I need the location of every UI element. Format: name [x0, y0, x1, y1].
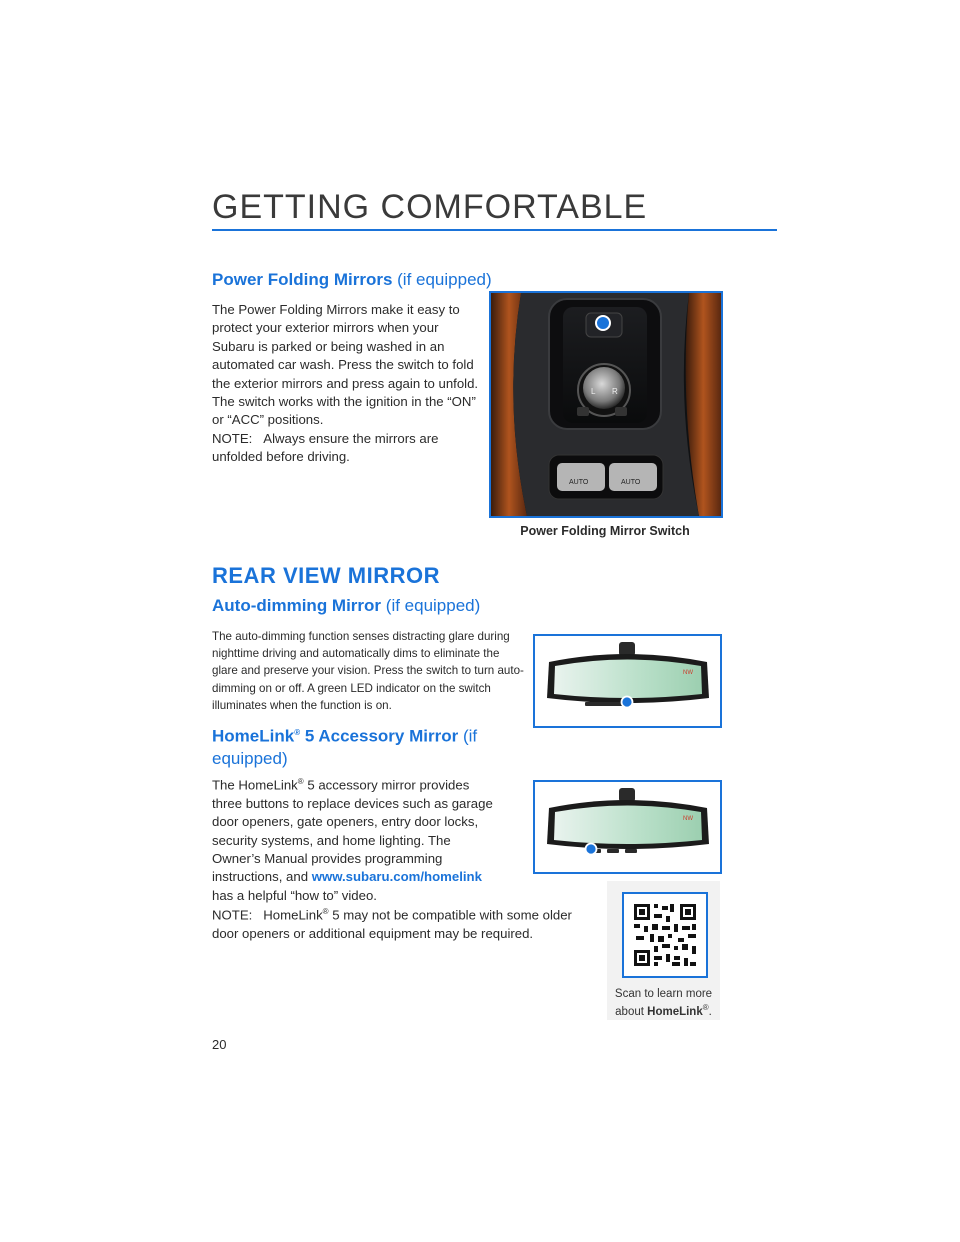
section-title: GETTING COMFORTABLE — [212, 188, 648, 226]
compass-readout: NW — [683, 670, 693, 676]
power-folding-note: NOTE: Always ensure the mirrors are unfolded before driving. — [212, 431, 439, 465]
section-divider — [212, 229, 777, 231]
homelink-buttons-marker — [586, 844, 597, 855]
homelink-mirror-figure — [533, 780, 722, 874]
auto-dimming-body: The auto-dimming function senses distracting glare during nighttime driving and automatically dims to eliminate the glare and preserve your vision. Press the switch to turn auto-dimming on or off. A green LED indicator on the switch illuminates when the function is on. — [212, 630, 524, 712]
rear-view-heading: REAR VIEW MIRROR — [212, 563, 440, 588]
rearview-mirror-illustration — [535, 636, 720, 726]
power-folding-switch-photo — [489, 291, 723, 518]
compass-readout: NW — [683, 816, 693, 822]
power-folding-heading: Power Folding Mirrors (if equipped) — [212, 270, 492, 289]
qr-caption: Scan to learn more about HomeLink®. — [614, 988, 713, 1018]
photo-caption: Power Folding Mirror Switch — [520, 524, 690, 538]
homelink-link[interactable]: www.subaru.com/homelink — [311, 869, 482, 885]
page-number: 20 — [212, 1037, 227, 1052]
homelink-heading: HomeLink® 5 Accessory Mirror (if equipped) — [212, 726, 478, 768]
homelink-mirror-illustration — [535, 782, 720, 872]
power-folding-body: The Power Folding Mirrors make it easy to protect your exterior mirrors when your Subaru is parked or being washed in an automated car wash. Press the switch to fold the exterior mirrors and press again to unfold. The switch works with the ignition in the “ON” or “ACC” positions. — [212, 302, 479, 428]
qr-card — [607, 881, 720, 1020]
qr-code-icon[interactable] — [624, 894, 706, 976]
mirror-switch-illustration — [491, 293, 721, 516]
folding-switch-marker — [596, 316, 610, 330]
auto-label-right: AUTO — [621, 479, 641, 486]
knob-label-l: L — [591, 387, 596, 396]
homelink-body: The HomeLink® 5 accessory mirror provides three buttons to replace devices such as garage door openers, gate openers, entry door locks, security systems, and home lighting. The Owner’s Manual provides programming instructions, and www.subaru.com/homelink has a helpful “how to” video. — [212, 777, 493, 903]
dimming-switch-marker — [622, 697, 633, 708]
homelink-note: NOTE: HomeLink® 5 may not be compatible with some older door openers or additional equipment may be required. — [212, 907, 572, 941]
qr-frame — [622, 892, 708, 978]
auto-label-left: AUTO — [569, 479, 589, 486]
knob-label-r: R — [612, 387, 618, 396]
auto-dimming-mirror-figure — [533, 634, 722, 728]
auto-dimming-heading: Auto-dimming Mirror (if equipped) — [212, 596, 481, 615]
